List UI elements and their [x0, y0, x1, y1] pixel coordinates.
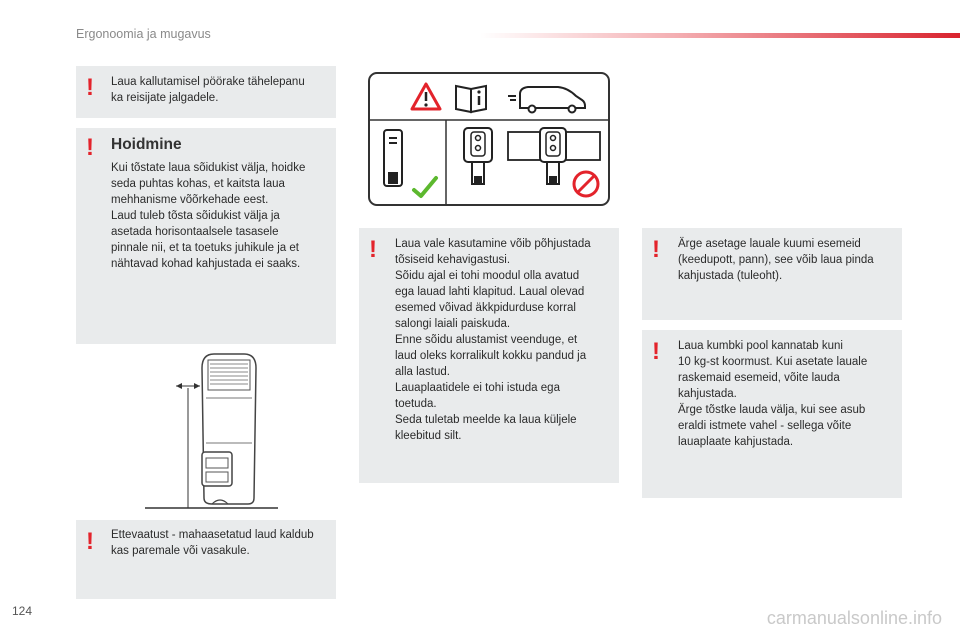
exclamation-icon: ! [652, 236, 660, 263]
tilt-warning-box [76, 66, 336, 118]
tilt-warning-text: Laua kallutamisel pöörake tähelepanu ka reisijate jalgadele. [111, 76, 305, 104]
exclamation-icon: ! [86, 528, 94, 555]
page-number: 124 [12, 604, 33, 618]
exclamation-icon: ! [86, 134, 94, 161]
storage-box [76, 128, 336, 344]
hot-objects-warning-box [642, 228, 902, 320]
header-accent-line [480, 33, 960, 38]
load-warning-box [642, 330, 902, 498]
caution-box [76, 520, 336, 599]
watermark: carmanualsonline.info [766, 608, 942, 628]
misuse-warning-text: Laua vale kasutamine võib põhjustada tõsiseid kehavigastusi. Sõidu ajal ei tohi moodul olla avatud ega lauad lahti klapitud. Laual olevad esemed võivad äkkpidurduse korral salongi laiali paiskuda. Enne sõidu alustamist veenduge, et laud oleks korralikult kokku pandud ja alla lastud. Lauaplaatidele ei tohi istuda ega toetuda. Seda tuletab meelde ka laua küljele kleebitud silt. [395, 238, 591, 442]
tilted-table-illustration [140, 348, 280, 510]
exclamation-icon: ! [86, 74, 94, 101]
storage-heading: Hoidmine [111, 136, 182, 153]
hot-objects-warning-text: Ärge asetage lauale kuumi esemeid (keedupott, pann), see võib laua pinda kahjustada (tuleoht). [678, 238, 874, 282]
table-warning-label-illustration [368, 72, 610, 206]
caution-text: Ettevaatust - mahaasetatud laud kaldub kas paremale või vasakule. [111, 529, 314, 557]
misuse-warning-box [359, 228, 619, 483]
storage-text: Kui tõstate laua sõidukist välja, hoidke seda puhtas kohas, et kaitsta laua mehhanisme võõrkehade eest. Laud tuleb tõsta sõidukist välja ja asetada horisontaalsele tasasele pinnale nii, et ta toetuks juhikule ja et nähtavad kohad kahjustada ei saaks. [111, 162, 306, 270]
section-title: Ergonoomia ja mugavus [76, 27, 211, 41]
exclamation-icon: ! [369, 236, 377, 263]
load-warning-text: Laua kumbki pool kannatab kuni 10 kg-st koormust. Kui asetate lauale raskemaid esemeid, võite lauda kahjustada. Ärge tõstke lauda välja, kui see asub eraldi istmete vahel - sellega võite lauaplaate kahjustada. [678, 340, 868, 448]
exclamation-icon: ! [652, 338, 660, 365]
